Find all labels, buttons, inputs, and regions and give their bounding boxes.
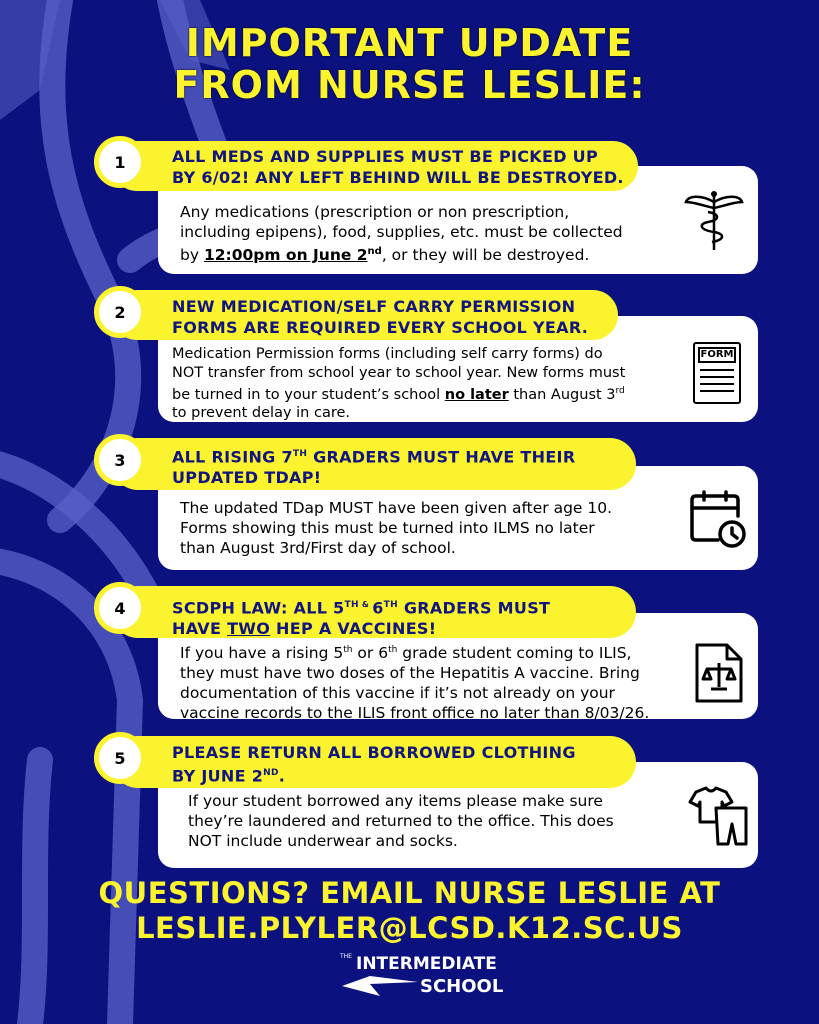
title-line-2: FROM NURSE LESLIE:	[173, 63, 646, 107]
footer-line-1: QUESTIONS? EMAIL NURSE LESLIE AT	[98, 876, 721, 910]
item-body-5: If your student borrowed any items please make sure they’re laundered and returned to the office. This does NOT include underwear and socks.	[188, 792, 614, 850]
clothing-icon	[684, 786, 750, 850]
item-heading-3: ALL RISING 7TH GRADERS MUST HAVE THEIR UPDATED TDAP!	[172, 447, 576, 488]
page-title	[0, 22, 819, 106]
item-number-3: 3	[94, 434, 146, 486]
item-number-5: 5	[94, 732, 146, 784]
item-heading-5: PLEASE RETURN ALL BORROWED CLOTHING BY JUNE 2ND.	[172, 743, 576, 786]
form-icon: FORM	[693, 342, 741, 404]
caduceus-icon	[684, 188, 744, 252]
item-body-2: Medication Permission forms (including self carry forms) do NOT transfer from school year to school year. New forms must be turned in to your student’s school no later than August 3rd to prevent delay in care.	[172, 346, 626, 422]
item-body-3: The updated TDap MUST have been given after age 10. Forms showing this must be turned into ILMS no later than August 3rd/First day of school.	[180, 499, 613, 557]
item-body-4: If you have a rising 5th or 6th grade student coming to ILIS, they must have two doses of the Hepatitis A vaccine. Bring documentation of this vaccine if it’s not already on your vaccine records to the ILIS front office no later than 8/03/26.	[180, 644, 650, 723]
legal-document-icon	[693, 641, 745, 705]
school-logo: THE INTERMEDIATE SCHOOL	[340, 953, 504, 997]
footer-contact	[0, 876, 819, 946]
item-number-2: 2	[94, 286, 146, 338]
item-body-1: Any medications (prescription or non prescription, including epipens), food, supplies, etc. must be collected by 12:00pm on June 2nd, or they will be destroyed.	[180, 203, 623, 265]
item-heading-2: NEW MEDICATION/SELF CARRY PERMISSION FORMS ARE REQUIRED EVERY SCHOOL YEAR.	[172, 297, 589, 337]
calendar-clock-icon	[688, 490, 748, 550]
item-number-1: 1	[94, 136, 146, 188]
title-line-1: IMPORTANT UPDATE	[185, 21, 634, 65]
item-number-4: 4	[94, 582, 146, 634]
item-heading-4: SCDPH LAW: ALL 5TH & 6TH GRADERS MUST HAVE TWO HEP A VACCINES!	[172, 598, 551, 639]
item-heading-1: ALL MEDS AND SUPPLIES MUST BE PICKED UP BY 6/02! ANY LEFT BEHIND WILL BE DESTROYED.	[172, 147, 624, 187]
arrowhead-icon	[340, 974, 420, 998]
email-link[interactable]: LESLIE.PLYLER@LCSD.K12.SC.US	[136, 911, 683, 945]
